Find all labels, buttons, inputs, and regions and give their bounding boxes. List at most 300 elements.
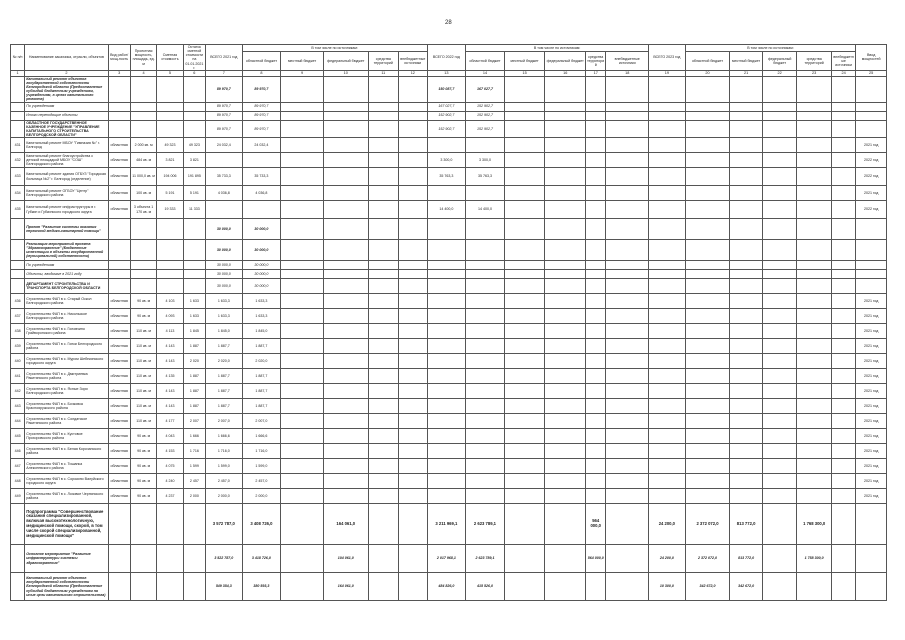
table-cell	[606, 261, 649, 270]
table-cell: областная	[108, 429, 130, 444]
table-cell	[545, 153, 586, 168]
table-cell: 2021 год	[856, 324, 887, 339]
table-cell: 435	[11, 201, 25, 219]
table-cell	[586, 573, 606, 601]
table-cell	[762, 354, 797, 369]
table-row	[11, 429, 887, 444]
table-cell	[797, 309, 832, 324]
table-cell	[730, 102, 763, 111]
table-cell	[649, 261, 686, 270]
table-row	[11, 270, 887, 279]
column-index-cell: 21	[730, 70, 763, 76]
table-row	[11, 294, 887, 309]
table-cell	[504, 186, 545, 201]
table-cell	[368, 111, 398, 120]
table-cell	[831, 459, 855, 474]
table-cell: областная	[108, 384, 130, 399]
table-cell: 24 032,4	[206, 138, 243, 153]
table-cell	[466, 429, 505, 444]
table-cell	[649, 279, 686, 294]
table-cell	[504, 399, 545, 414]
row-name-cell: Капитальный ремонт объектов государственной собственности Белгородской области (Предоставление субсидий бюджетным учреждениям, учреждениям, в целях капитального ремонта)	[25, 76, 108, 102]
table-cell	[586, 186, 606, 201]
table-cell: 445	[11, 429, 25, 444]
table-cell	[545, 270, 586, 279]
table-cell	[762, 186, 797, 201]
group-2022: В том числе по источникам:	[466, 45, 649, 52]
table-cell	[586, 294, 606, 309]
table-row	[11, 240, 887, 261]
table-cell	[685, 474, 730, 489]
table-cell	[831, 545, 855, 573]
table-cell: 3 211 969,1	[427, 504, 466, 545]
table-cell	[856, 573, 887, 601]
table-cell: 2022 год	[856, 153, 887, 168]
table-cell	[545, 504, 586, 545]
table-cell: 2021 год	[856, 399, 887, 414]
table-cell: областная	[108, 489, 130, 504]
table-cell	[545, 444, 586, 459]
table-cell	[797, 414, 832, 429]
table-cell: 449	[11, 489, 25, 504]
table-cell	[183, 111, 205, 120]
table-cell	[323, 444, 368, 459]
row-name-cell: Строительство ФАП в с. Белая Корочанского района	[25, 444, 108, 459]
table-cell: 4 036,8	[206, 186, 243, 201]
table-row	[11, 279, 887, 294]
table-cell	[281, 324, 324, 339]
table-cell: 813 772,0	[730, 545, 763, 573]
table-cell	[504, 102, 545, 111]
table-cell: 89 970,7	[242, 111, 281, 120]
table-cell: 90 кв. м	[130, 294, 156, 309]
table-cell	[762, 153, 797, 168]
table-cell: 30 000,0	[242, 270, 281, 279]
table-cell	[762, 240, 797, 261]
table-cell	[157, 111, 183, 120]
row-name-cell: Проект "Развитие системы оказания первичной медико-санитарной помощи"	[25, 219, 108, 240]
column-index-cell: 4	[130, 70, 156, 76]
table-cell	[323, 339, 368, 354]
table-cell: 1 887,7	[242, 384, 281, 399]
table-cell: 191 895	[183, 168, 205, 186]
table-cell: 1 633,3	[242, 294, 281, 309]
table-cell	[762, 279, 797, 294]
table-cell	[368, 399, 398, 414]
table-cell	[586, 369, 606, 384]
table-cell: 14 400,0	[427, 201, 466, 219]
table-cell	[685, 489, 730, 504]
table-cell	[545, 324, 586, 339]
table-cell: 4 143	[157, 399, 183, 414]
table-cell	[11, 279, 25, 294]
table-cell	[108, 261, 130, 270]
table-cell: 444	[11, 414, 25, 429]
sub-2023-regional: областной бюджет	[685, 52, 730, 71]
table-cell: 30 000,0	[242, 279, 281, 294]
row-name-cell: Строительство ФАП в с. Ясные Зори Белгородского района	[25, 384, 108, 399]
table-cell: 2 020,0	[206, 354, 243, 369]
table-cell	[685, 429, 730, 444]
table-cell	[427, 279, 466, 294]
table-row	[11, 354, 887, 369]
table-cell	[504, 201, 545, 219]
table-cell	[831, 219, 855, 240]
table-cell	[157, 102, 183, 111]
table-cell	[399, 429, 427, 444]
table-cell: 24 200,0	[649, 545, 686, 573]
table-cell: 35 763,3	[427, 168, 466, 186]
table-cell: областная	[108, 474, 130, 489]
table-cell	[466, 279, 505, 294]
row-name-cell: Реализация мероприятий проекта "Здравоохранение" (Бюджетные инвестиции в объекты государственной (муниципальной) собственности)	[25, 240, 108, 261]
table-cell	[685, 459, 730, 474]
table-cell: 30 000,0	[242, 261, 281, 270]
table-cell	[281, 459, 324, 474]
table-cell	[586, 429, 606, 444]
table-cell: 4 143	[157, 354, 183, 369]
table-cell	[762, 444, 797, 459]
table-cell	[281, 102, 324, 111]
table-cell	[685, 309, 730, 324]
col-type: Вид работ/ мощ-ность	[108, 45, 130, 71]
table-row	[11, 573, 887, 601]
table-cell	[649, 489, 686, 504]
table-cell: 446	[11, 444, 25, 459]
table-cell: 89 970,7	[206, 102, 243, 111]
table-cell: 3 300,0	[427, 153, 466, 168]
table-cell	[368, 279, 398, 294]
table-cell	[545, 399, 586, 414]
col-total-2023: ВСЕГО 2023 год	[649, 45, 686, 71]
table-cell	[649, 219, 686, 240]
table-cell: 19 333	[157, 201, 183, 219]
table-cell	[797, 279, 832, 294]
table-cell	[157, 120, 183, 138]
table-cell	[399, 76, 427, 102]
table-cell	[108, 102, 130, 111]
row-name-cell: Строительство ФАП в с. Кустовое Прохоровского района	[25, 429, 108, 444]
table-cell	[108, 240, 130, 261]
table-cell	[399, 168, 427, 186]
table-cell	[606, 429, 649, 444]
table-cell	[504, 279, 545, 294]
table-cell: 549 354,3	[206, 573, 243, 601]
table-cell	[368, 369, 398, 384]
table-cell	[606, 339, 649, 354]
table-cell	[323, 354, 368, 369]
table-cell: 2 623 789,1	[466, 545, 505, 573]
table-cell	[427, 459, 466, 474]
table-cell	[399, 120, 427, 138]
table-cell	[649, 120, 686, 138]
table-cell	[11, 270, 25, 279]
table-cell	[831, 489, 855, 504]
table-cell	[606, 399, 649, 414]
table-cell	[831, 240, 855, 261]
table-cell	[323, 489, 368, 504]
table-cell	[183, 270, 205, 279]
table-cell	[427, 240, 466, 261]
table-cell: 2 000,0	[242, 489, 281, 504]
table-cell: 89 970,7	[242, 76, 281, 102]
table-cell	[399, 201, 427, 219]
table-cell	[545, 201, 586, 219]
table-cell	[856, 261, 887, 270]
sub-2021-regional: областной бюджет	[242, 52, 281, 71]
table-cell: 49 323	[183, 138, 205, 153]
table-cell: 1 599	[183, 459, 205, 474]
table-cell: 2 000,0	[206, 489, 243, 504]
table-cell: 4 075	[157, 459, 183, 474]
table-cell	[130, 111, 156, 120]
table-cell	[545, 186, 586, 201]
table-cell: 104 061,0	[323, 545, 368, 573]
table-cell	[323, 240, 368, 261]
table-cell: областная	[108, 414, 130, 429]
table-cell	[649, 186, 686, 201]
column-index-cell: 17	[586, 70, 606, 76]
table-cell: 1 768 300,0	[797, 504, 832, 545]
table-cell: 437	[11, 309, 25, 324]
table-cell	[730, 489, 763, 504]
table-cell: 3 522 787,0	[206, 545, 243, 573]
table-cell: 342 672,0	[730, 573, 763, 601]
table-cell	[649, 168, 686, 186]
table-cell: 110 кв. м	[130, 414, 156, 429]
table-cell	[368, 573, 398, 601]
table-cell	[157, 240, 183, 261]
table-cell	[427, 324, 466, 339]
table-cell	[586, 201, 606, 219]
table-cell: 1 666	[183, 429, 205, 444]
row-name-cell: Строительство ФАП в с. Гонки Белгородского района	[25, 339, 108, 354]
table-cell	[762, 339, 797, 354]
table-cell	[130, 545, 156, 573]
table-cell: 1 758 300,0	[797, 545, 832, 573]
table-cell	[762, 111, 797, 120]
table-cell	[281, 153, 324, 168]
sub-2023-territory: средства территорий	[797, 52, 832, 71]
table-cell: 2 007	[183, 414, 205, 429]
table-cell	[831, 261, 855, 270]
table-cell: 2022 год	[856, 201, 887, 219]
table-cell	[856, 102, 887, 111]
table-cell	[797, 261, 832, 270]
col-name: Наименование заказчика, отрасли, объектов	[25, 45, 108, 71]
table-cell	[797, 429, 832, 444]
table-cell: областная	[108, 309, 130, 324]
table-cell	[797, 444, 832, 459]
table-cell: 438	[11, 324, 25, 339]
table-cell	[685, 111, 730, 120]
table-cell	[108, 219, 130, 240]
table-cell: областная	[108, 339, 130, 354]
table-cell	[466, 474, 505, 489]
table-row	[11, 474, 887, 489]
row-name-cell: Строительство ФАП в с. Головчино Грайворонского района	[25, 324, 108, 339]
table-cell	[281, 219, 324, 240]
table-cell	[762, 545, 797, 573]
table-cell	[281, 369, 324, 384]
row-name-cell: Строительство ФАП в с. Лозовое Чернянского района	[25, 489, 108, 504]
table-cell	[586, 324, 606, 339]
table-cell	[685, 270, 730, 279]
table-cell	[545, 120, 586, 138]
table-cell	[399, 324, 427, 339]
table-cell	[281, 168, 324, 186]
table-cell	[685, 369, 730, 384]
table-cell	[466, 240, 505, 261]
table-cell	[586, 138, 606, 153]
table-cell	[323, 153, 368, 168]
table-cell: 2 000 кв. м	[130, 138, 156, 153]
table-cell: 1 845	[183, 324, 205, 339]
table-cell: 10 300,0	[649, 573, 686, 601]
table-cell	[685, 186, 730, 201]
table-cell	[606, 504, 649, 545]
row-name-cell: По учреждениям	[25, 102, 108, 111]
column-index-cell: 9	[281, 70, 324, 76]
table-cell	[831, 186, 855, 201]
table-cell	[649, 459, 686, 474]
table-cell	[108, 573, 130, 601]
table-cell	[606, 153, 649, 168]
table-cell	[545, 339, 586, 354]
table-cell	[108, 545, 130, 573]
table-cell	[797, 168, 832, 186]
column-index-cell: 3	[108, 70, 130, 76]
table-row	[11, 459, 887, 474]
table-cell	[281, 414, 324, 429]
table-cell	[281, 354, 324, 369]
table-cell	[606, 120, 649, 138]
table-cell	[130, 261, 156, 270]
row-name-cell: ОБЛАСТНОЕ ГОСУДАРСТВЕННОЕ КАЗЕННОЕ УЧРЕЖДЕНИЕ "УПРАВЛЕНИЕ КАПИТАЛЬНОГО СТРОИТЕЛЬСТВА БЕЛГОРОДСКОЙ ОБЛАСТИ"	[25, 120, 108, 138]
row-name-cell: Капитальный ремонт объектов государственной собственности Белгородской области (Предоставление субсидий бюджетным учреждениям на иные цели капитального строительства)	[25, 573, 108, 601]
table-cell	[762, 168, 797, 186]
table-cell	[504, 545, 545, 573]
table-row	[11, 111, 887, 120]
table-cell	[399, 261, 427, 270]
table-cell: 110 кв. м	[130, 384, 156, 399]
table-cell	[466, 489, 505, 504]
table-cell	[427, 429, 466, 444]
table-cell	[649, 429, 686, 444]
column-index-cell: 25	[856, 70, 887, 76]
table-cell	[831, 354, 855, 369]
table-cell: 2021 год	[856, 384, 887, 399]
table-cell: 30 000,0	[206, 270, 243, 279]
table-cell	[466, 459, 505, 474]
col-cost: Сметная стоимость	[157, 45, 183, 71]
table-cell: 90 кв. м	[130, 309, 156, 324]
table-cell	[856, 120, 887, 138]
table-cell	[399, 369, 427, 384]
table-cell	[427, 444, 466, 459]
table-cell: областная	[108, 354, 130, 369]
table-cell	[466, 354, 505, 369]
table-cell	[466, 261, 505, 270]
table-cell	[685, 279, 730, 294]
table-cell	[649, 354, 686, 369]
table-cell	[427, 261, 466, 270]
table-cell	[323, 474, 368, 489]
table-cell: 1 633,3	[206, 294, 243, 309]
table-cell	[545, 294, 586, 309]
table-row	[11, 219, 887, 240]
sub-2023-local: местный бюджет	[730, 52, 763, 71]
table-cell	[649, 111, 686, 120]
table-row	[11, 102, 887, 111]
table-cell	[730, 444, 763, 459]
column-index-cell: 18	[606, 70, 649, 76]
column-index-cell: 16	[545, 70, 586, 76]
table-cell	[586, 489, 606, 504]
table-cell: 89 970,7	[242, 120, 281, 138]
table-cell: 11 333	[183, 201, 205, 219]
table-cell	[368, 444, 398, 459]
table-row	[11, 168, 887, 186]
table-cell	[685, 399, 730, 414]
table-cell	[11, 120, 25, 138]
column-index-cell: 8	[242, 70, 281, 76]
table-cell: 110 кв. м	[130, 324, 156, 339]
table-cell	[368, 168, 398, 186]
table-cell	[586, 459, 606, 474]
table-cell: областная	[108, 444, 130, 459]
table-cell: 152 902,7	[466, 102, 505, 111]
table-cell: 1 887,7	[206, 399, 243, 414]
table-cell	[856, 76, 887, 102]
table-cell: 1 887,7	[206, 369, 243, 384]
table-cell: 2021 год	[856, 354, 887, 369]
table-cell	[586, 111, 606, 120]
column-index-cell: 22	[762, 70, 797, 76]
table-cell	[586, 309, 606, 324]
table-cell	[130, 219, 156, 240]
table-cell	[606, 573, 649, 601]
table-cell	[504, 294, 545, 309]
table-cell	[606, 186, 649, 201]
table-cell	[466, 219, 505, 240]
table-cell	[368, 102, 398, 111]
column-index-cell: 2	[25, 70, 108, 76]
table-cell	[586, 339, 606, 354]
col-total-2021: ВСЕГО 2021 год	[206, 45, 243, 71]
table-cell	[466, 414, 505, 429]
table-cell: 11 000,0 кв. м	[130, 168, 156, 186]
table-cell	[685, 201, 730, 219]
table-cell: 2021 год	[856, 186, 887, 201]
table-cell	[730, 369, 763, 384]
table-cell	[427, 489, 466, 504]
table-cell	[281, 270, 324, 279]
table-cell	[730, 414, 763, 429]
table-cell	[281, 384, 324, 399]
table-cell	[762, 120, 797, 138]
table-cell	[762, 138, 797, 153]
column-index-cell: 12	[399, 70, 427, 76]
table-cell: 1 887,7	[242, 399, 281, 414]
table-cell: 2021 год	[856, 444, 887, 459]
table-cell	[504, 384, 545, 399]
table-cell	[586, 153, 606, 168]
table-cell	[183, 573, 205, 601]
sub-2022-regional: областной бюджет	[466, 52, 505, 71]
table-cell: 1 887	[183, 384, 205, 399]
row-name-cell: Строительство ФАП в с. Тишанка Алексеевского района	[25, 459, 108, 474]
